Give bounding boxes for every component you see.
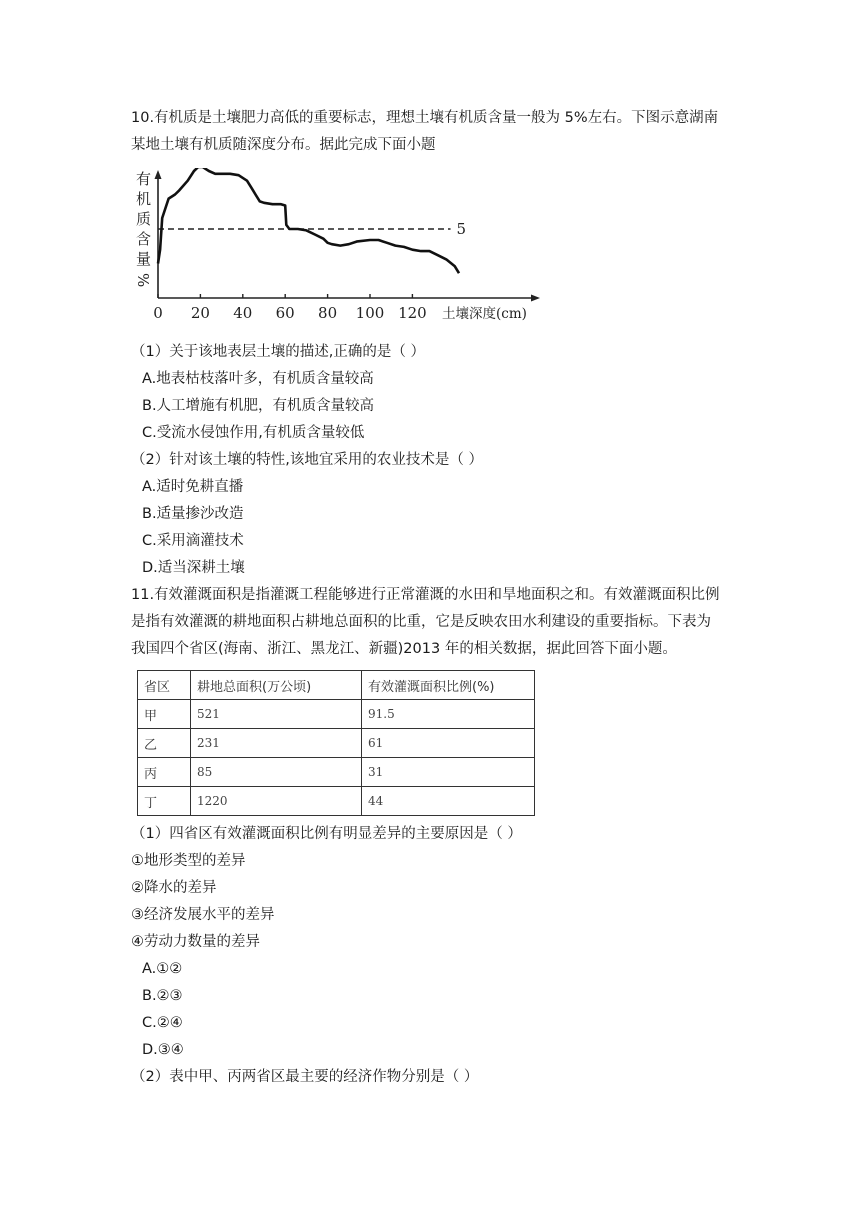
soil-organic-matter-chart (128, 168, 548, 328)
x-tick-label: 120 (398, 304, 427, 322)
table-header-province: 省区 (138, 671, 191, 700)
table-cell-area: 521 (191, 700, 362, 729)
chart-xlabel: 土壤深度(cm) (442, 306, 527, 322)
q11-sub2-question: （2）表中甲、丙两省区最主要的经济作物分别是（ ） (131, 1069, 479, 1085)
ylabel-char: 量 (136, 250, 152, 268)
table-cell-area: 1220 (191, 787, 362, 816)
table-cell-ratio: 31 (362, 758, 535, 787)
x-tick-label: 60 (275, 304, 295, 322)
x-tick-label: 100 (355, 304, 385, 322)
ylabel-char: 有 (136, 170, 152, 188)
q11-factor-2: ②降水的差异 (131, 880, 217, 896)
x-tick-label: 20 (190, 304, 210, 322)
q10-sub1-option-c: C.受流水侵蚀作用,有机质含量较低 (142, 425, 365, 441)
table-cell-province: 甲 (138, 700, 191, 729)
y-axis-arrow (155, 170, 162, 179)
q10-sub1-option-a: A.地表枯枝落叶多，有机质含量较高 (142, 371, 374, 387)
q11-stem-line3: 我国四个省区(海南、浙江、黑龙江、新疆)2013 年的相关数据，据此回答下面小题。 (131, 641, 677, 657)
table-row (138, 787, 535, 816)
table-header-area: 耕地总面积(万公顷) (191, 671, 362, 700)
table-row (138, 700, 535, 729)
ylabel-char: % (134, 273, 152, 288)
table-cell-province: 乙 (138, 729, 191, 758)
q10-stem-line1: 10.有机质是土壤肥力高低的重要标志，理想土壤有机质含量一般为 5%左右。下图示意湖南 (131, 110, 719, 126)
q11-sub1-option-a: A.①② (142, 961, 183, 977)
q11-factor-1: ①地形类型的差异 (131, 853, 246, 869)
q11-sub1-option-c: C.②④ (142, 1015, 183, 1031)
q10-stem-line2: 某地土壤有机质随深度分布。据此完成下面小题 (131, 137, 436, 153)
province-data-table (137, 670, 535, 816)
organic-matter-curve (158, 168, 459, 273)
q11-stem-line1: 11.有效灌溉面积是指灌溉工程能够进行正常灌溉的水田和旱地面积之和。有效灌溉面积比例 (131, 587, 720, 603)
q11-factor-3: ③经济发展水平的差异 (131, 907, 275, 923)
q11-factor-4: ④劳动力数量的差异 (131, 934, 260, 950)
x-tick-label: 40 (233, 304, 253, 322)
table-cell-ratio: 91.5 (362, 700, 535, 729)
q10-sub2-option-c: C.采用滴灌技术 (142, 533, 244, 549)
q10-sub2-option-d: D.适当深耕土壤 (142, 560, 245, 576)
table-header-row (138, 671, 535, 700)
q10-sub2-option-b: B.适量掺沙改造 (142, 506, 244, 522)
table-cell-province: 丙 (138, 758, 191, 787)
ylabel-char: 含 (136, 230, 152, 248)
reference-label: 5 (456, 220, 467, 238)
q10-sub1-question: （1）关于该地表层土壤的描述,正确的是（ ） (131, 344, 425, 360)
q11-sub1-question: （1）四省区有效灌溉面积比例有明显差异的主要原因是（ ） (131, 826, 522, 842)
table-cell-province: 丁 (138, 787, 191, 816)
q10-sub2-option-a: A.适时免耕直播 (142, 479, 244, 495)
x-tick-label: 0 (153, 304, 163, 322)
q11-sub1-option-b: B.②③ (142, 988, 183, 1004)
q11-stem-line2: 是指有效灌溉的耕地面积占耕地总面积的比重，它是反映农田水利建设的重要指标。下表为 (131, 614, 711, 630)
table-row (138, 729, 535, 758)
ylabel-char: 机 (136, 190, 152, 208)
table-cell-area: 231 (191, 729, 362, 758)
table-cell-ratio: 44 (362, 787, 535, 816)
q11-sub1-option-d: D.③④ (142, 1042, 184, 1058)
x-axis-arrow (531, 295, 540, 302)
table-header-ratio: 有效灌溉面积比例(%) (362, 671, 535, 700)
ylabel-char: 质 (136, 210, 152, 228)
q10-sub1-option-b: B.人工增施有机肥，有机质含量较高 (142, 398, 375, 414)
chart-ylabel (134, 170, 152, 287)
table-cell-area: 85 (191, 758, 362, 787)
x-tick-label: 80 (318, 304, 338, 322)
q10-sub2-question: （2）针对该土壤的特性,该地宜采用的农业技术是（ ） (131, 452, 483, 468)
table-row (138, 758, 535, 787)
table-cell-ratio: 61 (362, 729, 535, 758)
